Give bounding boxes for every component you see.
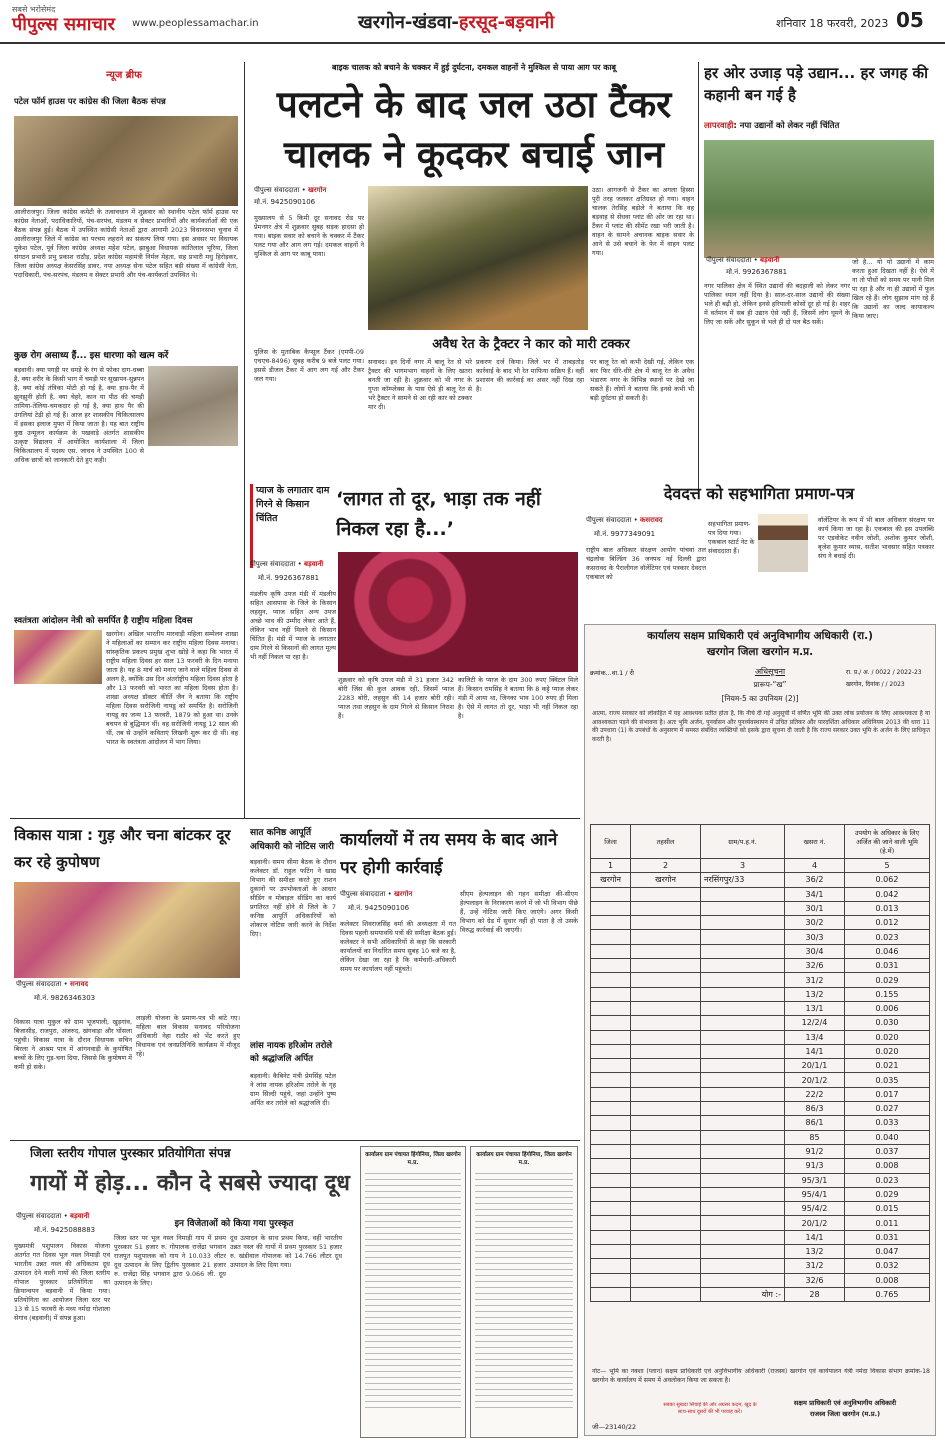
devdatt-mobile: मो.नं. 9977349091 — [594, 530, 656, 538]
gopal-kicker: जिला स्तरीय गोपाल पुरस्कार प्रतियोगिता संपन्न — [30, 1146, 231, 1160]
cell-khasra: 32/6 — [785, 959, 845, 973]
cell-district — [591, 959, 631, 973]
notice-dated: खरगोन, दिनांक / / 2023 — [846, 681, 905, 688]
parks-mobile: मो.नं. 9926367881 — [726, 268, 788, 276]
cell-village — [701, 1245, 785, 1259]
parks-byline: पीपुल्स संवाददाता • बड़वानी — [706, 256, 780, 264]
col-num: 5 — [845, 859, 930, 873]
devdatt-body-2: सहभागिता प्रमाण-पत्र दिया गया। एकबाल स्टार्ट नेट के संवाददाता हैं। — [708, 520, 755, 555]
table-row — [591, 1230, 930, 1244]
notice-body: आत्मा, राज्य सरकार को लोकहित में यह आवश्यक प्रतीत होता है, कि नीचे दी गई अनुसूची में वर्णित भूमि की उक्त लोक प्रयोजन के लिए आवश्यकता है या आवश्यकता पड़ने की संभावना है। अतः भूमि अर्जन, पुनर्वासन और पुनर्व्यवस्थापन में उचित प्रतिकर और पारदर्शिता अधिकार अधिनियम 2013 की धारा 11 की उपधारा (1) के उपबंधों के अनुसरण में समस्त संबंधित व्यक्तियों को इसके द्वारा सूचना दी जाती है कि राज्य सरकार उक्त भूमि के अर्जन के लिए प्राधिकृत करती है। — [592, 710, 930, 743]
tanker-body-3: उठा। आगजनी से टैंकर का अगला हिस्सा पूरी तरह जलकर क्षतिग्रस्त हो गया। वाहन चालक तेरसिंह बड़ोले ने बताया कि वह बड़वाह से सेंधवा प्लांट की ओर जा रहा था। टैंकर में प्लांट की सीमेंट रखा भरी जाती है। वाहन के सामने अचानक बाइक सवार के आने से उसे बचाने के फेर में वाहन पलट गया। — [592, 186, 694, 257]
cell-tehsil — [631, 1130, 701, 1144]
cell-khasra: 31/2 — [785, 973, 845, 987]
cell-district — [591, 1044, 631, 1058]
col-khasra: खसरा नं. — [785, 825, 845, 859]
cell-khasra: 20/1/1 — [785, 1059, 845, 1073]
masthead — [0, 0, 945, 44]
gopal-headline: गायों में होड़... कौन दे सबसे ज्यादा दूध — [30, 1171, 350, 1196]
vikas-body: विकास यात्रा मुकुल को ग्राम भूजपाली, खुड़गांव, बिजासीड़, राजपुरा, अंजरुद, खंगवाड़ा और घोंसला पहुंची। विकास यात्रा के दौरान विधायक सचिन बिरला ने आश्रम पात्र में आंगनवाड़ी के कुपोषित बच्चों के लिए गुड़-चना दिया, जिससे कि कुपोषण में कमी हो सके। — [14, 1018, 132, 1071]
devdatt-body-1: राष्ट्रीय बाल अधिकार संरक्षण आयोग पांचवां तल चंद्रलोक बिल्डिंग 36 जनपथ नई दिल्ली द्वारा कसरावद के पैरालीगल वॉलेंटियर एवं पत्रकार देवदत्त एकबाल को — [586, 546, 706, 581]
aapurti-kicker: सात कनिष्ठ आपूर्ति अधिकारी को नोटिस जारी — [250, 828, 334, 852]
cell-village — [701, 916, 785, 930]
cell-village — [701, 1187, 785, 1201]
cell-khasra: 36/2 — [785, 873, 845, 887]
cell-khasra: 86/3 — [785, 1102, 845, 1116]
onion-body-3: कालिटी के प्याज के दाम 300 रुपए क्विंटल मिले हैं। किसान रामसिंह ने बताया कि 8 कट्टे प्याज लेकर मंडी में आया था, जिनका भाव 100 रुपए ही मिला है। ऐसे में लागत तो दूर, भाड़ा भी नहीं निकल रहा है। — [458, 676, 578, 720]
table-row — [591, 1130, 930, 1144]
cell-village — [701, 1044, 785, 1058]
cell-tehsil — [631, 1059, 701, 1073]
cell-village — [701, 1273, 785, 1287]
table-row — [591, 973, 930, 987]
cell-tehsil — [631, 1116, 701, 1130]
table-row — [591, 887, 930, 901]
onion-quote: ‘लागत तो दूर, भाड़ा तक नहीं निकल रहा है...’ — [336, 488, 541, 540]
table-row — [591, 916, 930, 930]
cell-village — [701, 1016, 785, 1030]
devdatt-portrait — [758, 514, 808, 572]
cell-village — [701, 1130, 785, 1144]
website-url[interactable]: www.peoplessamachar.in — [132, 18, 259, 29]
cell-tehsil — [631, 1102, 701, 1116]
cell-tehsil — [631, 1016, 701, 1030]
devdatt-byline: पीपुल्स संवाददाता • कसरावद — [586, 516, 663, 524]
gopal-body: मुख्यमंत्री पशुपालन विकास योजना अंतर्गत गत दिवस भूल नस्ल निमाड़ी एवं भारतीय उन्नत नस्ल की अधिकतम दूध उत्पादन देने वाली गायों की जिला स्तरीय गोपाल पुरस्कार प्रतियोगिता का क्रियान्वयन बड़वानी में किया गया। प्रतियोगिता का आयोजन जिला स्तर पर 13 से 15 फरवरी के मध्य नर्मदा गोशाला सेगांव (बड़वानी) में संपन्न हुआ। — [14, 1242, 110, 1322]
cell-tehsil — [631, 887, 701, 901]
cell-district — [591, 1173, 631, 1187]
cell-area: 0.013 — [845, 901, 930, 915]
cell-area: 0.008 — [845, 1159, 930, 1173]
cell-village — [701, 1259, 785, 1273]
tender-notice-1 — [360, 1146, 466, 1438]
cell-village — [701, 1102, 785, 1116]
table-row — [591, 1001, 930, 1015]
tanker-photo — [368, 186, 588, 330]
cell-district — [591, 944, 631, 958]
tender-2-lines — [475, 1173, 573, 1413]
notice-footnote: नोट— भूमि का नक्शा (प्लान) सक्षम प्राधिकारी एवं अनुविभागीय अधिकारी (राजस्व) खरगोन एवं कार्यपालन यंत्री नर्मदा विकास संभाग क्रमांक-18 खरगोन के कार्यालय में समय में अवलोकन किया जा सकता है। — [592, 1368, 930, 1384]
cell-area: 0.032 — [845, 1259, 930, 1273]
cell-village — [701, 959, 785, 973]
cell-area: 0.029 — [845, 1187, 930, 1201]
cell-area: 0.015 — [845, 1202, 930, 1216]
brief-2-photo — [148, 366, 238, 446]
parks-photo — [704, 140, 934, 258]
cell-tehsil — [631, 1173, 701, 1187]
cell-district — [591, 1116, 631, 1130]
table-row — [591, 1202, 930, 1216]
cell-khasra: 30/4 — [785, 944, 845, 958]
cell-district — [591, 973, 631, 987]
parks-body-2: जो है... यो यो उद्यानों में काम करता हुआ दिखता नहीं है। ऐसे में ना तो पौधों को समय पर पानी मिल पा रहा है और ना ही उद्यानों में फूल खिल रहे हैं। लोग सुझाव मांग रहे हैं कि उद्यानों का जल्द कायाकल्प किया जाए। — [852, 258, 934, 320]
cell-village — [701, 930, 785, 944]
cell-village — [701, 944, 785, 958]
cell-village — [701, 1059, 785, 1073]
brief-1-text: आलीराजपुर। जिला कांग्रेस कमेटी के तत्वावधान में शुक्रवार को स्थानीय पटेल फॉर्म हाउस पर कांग्रेस नेताओं, पदाधिकारियों, पंच-सरपंच, मंडलम व सेक्टर प्रभारियों और कार्यकर्ताओं की एक बैठक संपन्न हुई। बैठक में उपस्थित कांग्रेसी नेताओं द्वारा आगामी 2023 विधानसभा चुनाव में आलीराजपुर जिले में कांग्रेस का परचम लहराने का संकल्प लिया गया। इस अवसर पर विधायक मुकेश पटेल, पूर्व जिला कांग्रेस अध्यक्ष महेश पटेल, झाबुआ विधायक कांतिलाल भूरिया, जिला संगठन प्रभारी प्रभु प्रकाश राठौड़, प्रदेश कांग्रेस महामंत्री निर्मल मेहता, सह प्रभारी मधु हिरोड़कर, जिला कांग्रेस अध्यक्ष केसरसिंह डावर, नपा अध्यक्ष सेना पटेल सहित बड़ी संख्या में कांग्रेसी नेता, पदाधिकारी, पंच-सरपंच, मंडलम व सेक्टर प्रभारी और पंच-कार्यकर्ता उपस्थित थे। — [14, 208, 238, 279]
cell-village — [701, 987, 785, 1001]
newspaper-logo[interactable]: सबसे भरोसेमंद पीपुल्स समाचार — [12, 5, 115, 35]
table-row — [591, 1030, 930, 1044]
table-row — [591, 1187, 930, 1201]
col-num: 4 — [785, 859, 845, 873]
table-row — [591, 1087, 930, 1101]
divider — [244, 62, 245, 818]
tanker-mobile: मो.नं. 9425090106 — [254, 198, 316, 206]
total-area: 0.765 — [845, 1287, 930, 1301]
table-row — [591, 1073, 930, 1087]
table-row — [591, 1259, 930, 1273]
cell-area: 0.033 — [845, 1116, 930, 1130]
cell-village — [701, 1001, 785, 1015]
table-row — [591, 930, 930, 944]
table-total-row — [591, 1287, 930, 1301]
cell-area: 0.020 — [845, 1030, 930, 1044]
onion-body-1: मंडलीय कृषि उपज मंडी में मंडलीय सहित आसपास के जिले के किसान लहसुन, प्याज सहित अन्य उपज अच्छे भाव की उम्मीद लेकर आते हैं, लेकिन भाव नहीं मिलने से किसान चिंतित हैं। मंडी में प्याज के लगातार दाम गिरने से किसानों की लागत मूल्य भी नहीं निकल पा रहा है। — [250, 590, 336, 661]
cell-village: नरसिंगपुर/33 — [701, 873, 785, 887]
sand-body-3: पर बालू रेत को कभी देखी गई, लेकिन एक बार फिर धीरे-धीरे क्षेत्र में बालू रेत के अवैध भंडारण नगर के विभिन्न स्थानों पर देखे जा सकते हैं। लोगों ने बताया कि इनसे कभी भी बड़ी दुर्घटना हो सकती है। — [590, 358, 694, 402]
notice-prarup: प्रारूप-“ख” — [753, 680, 787, 689]
parks-headline: हर ओर उजाड़ पड़े उद्यान... हर जगह की कहानी बन गई है — [704, 64, 928, 104]
table-row — [591, 1059, 930, 1073]
tender-2-title: कार्यालय ग्राम पंचायत हिंगोनिया, जिला खरगोन म.प्र. — [476, 1152, 572, 1166]
sand-body-1: सनावद। इन दिनों नगर में बालू रेत से भरे ट्रैक्टर की भागमभाग वाहनों के लिए खतरा बनती जा रही है। शुक्रवार को भी नगर के गुप्ता कॉम्प्लेक्स के पास ऐसे ही बालू रेत से भरे ट्रैक्टर ने सामने से आ रही कार को टक्कर मार दी। — [368, 358, 472, 411]
total-count: 28 — [785, 1287, 845, 1301]
tender-notice-2 — [470, 1146, 578, 1438]
tanker-kicker: बाइक चालक को बचाने के चक्कर में हुई दुर्घटना, दमकल वाहनों ने मुश्किल से पाया आग पर काबू — [332, 63, 616, 72]
parks-body-1: नगर पालिका क्षेत्र में स्थित उद्यानों की बदहाली को लेकर नगर पालिका ध्यान नहीं दिया है। साल-दर-साल उद्यानों की संख्या भले ही बढ़ी हो, लेकिन इनसे हरियाली कोसों दूर हो गई है। शहर में वर्तमान में सब ही उद्यान ऐसे नहीं हैं, जिसमें लोग घूमने के लिए जा सकें और सुकून से भले ही दो पल बैठ सकें। — [704, 282, 850, 326]
cell-area: 0.031 — [845, 959, 930, 973]
news-brief-label: न्यूज ब्रीफ — [84, 68, 164, 84]
onion-body-2: शुक्रवार को कृषि उपज मंडी में 31 हजार 342 बोरी जिंस की कुल आवक रही, जिसमें प्याज 2283 बोरी, लहसुन की 14 हजार बोरी रही। प्याज तथा लहसुन के दाम गिरने से किसान निराश हैं। — [338, 676, 454, 720]
notice-title: कार्यालय सक्षम प्राधिकारी एवं अनुविभागीय अधिकारी (रा.) खरगोन जिला खरगोन म.प्र. — [647, 630, 873, 658]
parks-subhead: लापरवाही: नपा उद्यानों को लेकर नहीं चिंतित — [704, 120, 840, 130]
cell-tehsil — [631, 1087, 701, 1101]
devdatt-headline: देवदत्त को सहभागिता प्रमाण-पत्र — [663, 484, 855, 503]
cell-khasra: 95/4/2 — [785, 1202, 845, 1216]
cell-area: 0.023 — [845, 930, 930, 944]
col-district: जिला — [591, 825, 631, 859]
gopal-body-2: जिला स्तर पर भूल नस्ल निमाड़ी गाय में प्रथम पुरस्कार 51 हजार रु. गोपालक राजेंद्रा भगवान राजपुत पशुपालक को गाय ने 10.033 लीटर दूध उत्पादन के लिए द्वितीय पुरस्कार 21 हजार रु. राजेंद्रा सिंह भगवान द्वारा 9.066 ली. दूध उत्पादन के लिए। — [114, 1234, 226, 1287]
notice-tagline: सबका सुखदा सिंचाई की ओर अग्रसर कदम, खुद के साथ-साथ दूसरों की भी परवाह करें। — [663, 1402, 757, 1415]
cell-tehsil — [631, 973, 701, 987]
cell-tehsil — [631, 1044, 701, 1058]
cell-khasra: 30/3 — [785, 930, 845, 944]
cell-tehsil: खरगोन — [631, 873, 701, 887]
aapurti-body-2: बड़वानी। कैबिनेट मंत्री प्रेमसिंह पटेल ने लांस नायक हरिओम तरोले के गृह ग्राम सिल्दी पहुंचे, जहां उन्होंने पुष्प अर्पित कर तरोले को श्रद्धांजलि दी। — [250, 1072, 336, 1107]
cell-district — [591, 1216, 631, 1230]
gopal-body-3: दूध उत्पादन के साथ प्रथम किया, वहीं भारतीय उन्नत नस्ल की गायों में प्रथम पुरस्कार 51 हजार रु. खंडीवाल गोपालक को 14.766 लीटर दूध उत्पादन के लिए दिया गया। — [230, 1234, 342, 1269]
cell-tehsil — [631, 1259, 701, 1273]
cell-tehsil — [631, 1230, 701, 1244]
brief-1-photo — [14, 116, 238, 206]
cell-tehsil — [631, 1187, 701, 1201]
cell-khasra: 14/1 — [785, 1044, 845, 1058]
brief-1-headline: पटेल फॉर्म हाउस पर कांग्रेस की जिला बैठक संपन्न — [14, 96, 166, 106]
cell-district — [591, 1259, 631, 1273]
tender-1-title: कार्यालय ग्राम पंचायत हिंगोनिया, जिला खरगोन म.प्र. — [365, 1152, 461, 1166]
cell-area: 0.006 — [845, 1001, 930, 1015]
aapurti-subhead: लांस नायक हरिओम तरोले को श्रद्धांजलि अर्पित — [250, 1041, 333, 1064]
divider — [10, 1140, 580, 1141]
cell-tehsil — [631, 930, 701, 944]
cell-district — [591, 1159, 631, 1173]
cell-tehsil — [631, 1245, 701, 1259]
cell-district — [591, 930, 631, 944]
cell-tehsil — [631, 1202, 701, 1216]
table-header-row — [591, 825, 930, 859]
table-row — [591, 1159, 930, 1173]
col-area: उपयोग के अधिकार के लिए अर्जित की जाने वाली भूमि (हे.में) — [845, 825, 930, 859]
cell-area: 0.155 — [845, 987, 930, 1001]
col-num: 2 — [631, 859, 701, 873]
devdatt-body-3: वॉलेंटियर के रूप में भी बाल अधिकार संरक्षण पर कार्य किया जा रहा है। एकबाल की इस उपलब्धि पर एडवोकेट नवीन जोशी, अशोक कुमार जोशी, बृजेश कुमार व्यास, सतीश भावसार सहित पत्रकार संघ ने बधाई दी। — [818, 516, 934, 560]
cell-tehsil — [631, 1273, 701, 1287]
cell-village — [701, 973, 785, 987]
cell-tehsil — [631, 1073, 701, 1087]
page-number: 05 — [896, 8, 924, 32]
cell-village — [701, 1216, 785, 1230]
notice-niyam: [नियम-5 का उपनियम (2)] — [721, 694, 799, 703]
col-num: 1 — [591, 859, 631, 873]
cell-khasra: 85 — [785, 1130, 845, 1144]
notice-signature: सक्षम प्राधिकारी एवं अनुविभागीय अधिकारी राजस्व जिला खरगोन (म.प्र.) — [793, 1399, 897, 1418]
tanker-byline: पीपुल्स संवाददाता • खरगोन — [254, 186, 327, 194]
office-byline: पीपुल्स संवाददाता • खरगोन — [340, 890, 413, 898]
cell-khasra: 34/1 — [785, 887, 845, 901]
cell-area: 0.020 — [845, 1044, 930, 1058]
gopal-subhead: इन विजेताओं को किया गया पुरस्कृत — [174, 1219, 294, 1229]
notice-adhisuchna: अधिसूचना — [754, 667, 786, 676]
table-row — [591, 1016, 930, 1030]
office-mobile: मो.नं. 9425090106 — [348, 904, 410, 912]
cell-khasra: 32/6 — [785, 1273, 845, 1287]
cell-district — [591, 1059, 631, 1073]
vikas-body-2: लाड़ली योजना के प्रमाण-पत्र भी बांटे गए। महिला बाल विकास सनावद परियोजना अधिकारी नेहा राठौर को भेंट करते हुए विधायक एवं जनप्रतिनिधि कार्यक्रम में मौजूद रहे। — [136, 1014, 240, 1058]
cell-district — [591, 1245, 631, 1259]
gopal-mobile: मो.नं. 9425088883 — [34, 1226, 96, 1234]
cell-khasra: 30/1 — [785, 901, 845, 915]
cell-village — [701, 1144, 785, 1158]
cell-district — [591, 1073, 631, 1087]
table-row — [591, 1173, 930, 1187]
brief-3-text: खरगोन। अखिल भारतीय मारवाड़ी महिला सम्मेलन शाखा ने महिलाओं का सम्मान कर राष्ट्रीय महिला दिवस मनाया। सांस्कृतिक प्रकल्प प्रमुख शुभा खोड़े ने कहा कि भारत में राष्ट्रीय महिला दिवस हर साल 13 फरवरी के दिन मनाया जाता है। यह 8 मार्च को मनाए जाने वाले महिला दिवस से अलग है, क्योंकि उस दिन अंतर्राष्ट्रीय महिला दिवस होता है और 13 फरवरी को भारत का महिला दिवस होता है। शाखा अध्यक्ष डॉक्टर कीर्ति जैन ने बताया कि राष्ट्रीय महिला दिवस सरोजिनी नायडू को समर्पित है। सरोजिनी नायडू का जन्म 13 फरवरी, 1879 को हुआ था। उनके बचपन से बुद्धिमान थीं। वह सरोजिनी नायडू 12 साल की थीं, तब से उन्होंने कविताएं लिखनी शुरू कर दी थीं। वह भारत के स्वतंत्रता आंदोलन में भाग लिया। — [106, 630, 238, 746]
cell-district — [591, 1102, 631, 1116]
cell-village — [701, 1073, 785, 1087]
cell-district — [591, 1187, 631, 1201]
cell-khasra: 13/1 — [785, 1001, 845, 1015]
issue-date: शनिवार 18 फरवरी, 2023 — [776, 17, 889, 30]
vikas-headline: विकास यात्रा : गुड़ और चना बांटकर दूर कर रहे कुपोषण — [14, 826, 231, 871]
col-num: 3 — [701, 859, 785, 873]
cell-area: 0.029 — [845, 973, 930, 987]
cell-village — [701, 1116, 785, 1130]
cell-tehsil — [631, 959, 701, 973]
sand-headline: अवैध रेत के ट्रैक्टर ने कार को मारी टक्कर — [432, 337, 630, 352]
onion-mobile: मो.नं. 9926367881 — [258, 574, 320, 582]
table-row — [591, 987, 930, 1001]
cell-district — [591, 1273, 631, 1287]
cell-khasra: 86/1 — [785, 1116, 845, 1130]
table-row — [591, 873, 930, 887]
cell-khasra: 20/1/2 — [785, 1216, 845, 1230]
cell-tehsil — [631, 916, 701, 930]
cell-khasra: 13/2 — [785, 1245, 845, 1259]
cell-village — [701, 1087, 785, 1101]
onion-byline: पीपुल्स संवाददाता • बड़वानी — [250, 560, 324, 568]
col-tehsil: तहसील — [631, 825, 701, 859]
onion-photo — [338, 552, 578, 672]
cell-village — [701, 1173, 785, 1187]
total-label: योग :- — [701, 1287, 785, 1301]
land-table — [590, 824, 930, 1302]
table-row — [591, 1273, 930, 1287]
cell-district — [591, 1230, 631, 1244]
tender-1-lines — [365, 1173, 461, 1413]
aapurti-body: बड़वानी। समय सीमा बैठक के दौरान कलेक्टर डॉ. राहुल फटिंग ने खाद्य विभाग की समीक्षा करते हुए राशन दुकानों पर उपभोक्ताओं के आधार सीडिंग व मोबाइल सीडिंग का कार्य प्रगतिरत नहीं होने से जिले के 7 कनिष्ठ आपूर्ति अधिकारियों को शोकाज नोटिस जारी करने के निर्देश दिए। — [250, 858, 336, 938]
cell-area: 0.011 — [845, 1216, 930, 1230]
cell-khasra: 31/2 — [785, 1259, 845, 1273]
cell-district: खरगोन — [591, 873, 631, 887]
tanker-body-1: मुख्यालय से 5 किमी दूर सनावद रोड पर प्रेमनगर क्षेत्र में शुक्रवार सुबह सड़क हादसा हो गया। बाइक सवार को बचाने के चक्कर में टैंकर पलट गया और आग लग गई। दमकल वाहनों ने मुश्किल से आग पर काबू पाया। — [254, 214, 364, 258]
cell-tehsil — [631, 1159, 701, 1173]
table-row — [591, 1102, 930, 1116]
cell-tehsil — [631, 1001, 701, 1015]
cell-area: 0.047 — [845, 1245, 930, 1259]
brief-2-text: बड़वानी। क्या पगड़ी पर धमड़े के रंग से फोका दाग-धब्बा है, क्या शरीर के किसी भाग में चमड़ी पर सुखापन-सुन्नपन है, क्या कोई तंत्रिका मोटी हो गई है, क्या हाथ-पैर में झुनझुनी होती है, क्या चेहरे, कान या पीठ की चमड़ी तामिया-तेलिया-चमकदार हो गई है, क्या हाथ पैर की उंगलियां टेढ़ी हो गई हैं। आज हर शासकीय चिकित्सालय में इसका इलाज मुफ्त में किया जाता है। यह बात राष्ट्रीय कुष्ठ उन्मूलन कार्यक्रम के पखवाड़े अंतर्गत शासकीय उत्कृष्ट विद्यालय में आयोजित कार्यशाला में जिला चिकित्सालय में पदस्थ एस. जाधव ने उपस्थित 100 से अधिक छात्रों को जानकारी देते हुए कही। — [14, 366, 144, 464]
cell-area: 0.040 — [845, 1130, 930, 1144]
table-row — [591, 1216, 930, 1230]
cell-area: 0.042 — [845, 887, 930, 901]
cell-tehsil — [631, 1144, 701, 1158]
cell-khasra: 95/4/1 — [785, 1187, 845, 1201]
vikas-mobile: मो.नं. 9826346303 — [34, 994, 96, 1002]
cell-district — [591, 987, 631, 1001]
cell-district — [591, 887, 631, 901]
cell-tehsil — [631, 944, 701, 958]
cell-district — [591, 1130, 631, 1144]
cell-khasra: 91/3 — [785, 1159, 845, 1173]
table-row — [591, 1144, 930, 1158]
cell-village — [701, 1230, 785, 1244]
cell-khasra: 95/3/1 — [785, 1173, 845, 1187]
cell-khasra: 14/1 — [785, 1230, 845, 1244]
table-row — [591, 901, 930, 915]
notice-table — [590, 824, 930, 1364]
cell-village — [701, 901, 785, 915]
cell-area: 0.017 — [845, 1087, 930, 1101]
cell-tehsil — [631, 1216, 701, 1230]
gopal-byline: पीपुल्स संवाददाता • बड़वानी — [16, 1212, 90, 1220]
cell-area: 0.012 — [845, 916, 930, 930]
cell-empty — [631, 1287, 701, 1301]
cell-district — [591, 1016, 631, 1030]
cell-village — [701, 1159, 785, 1173]
table-row — [591, 1044, 930, 1058]
table-row — [591, 1116, 930, 1130]
table-row — [591, 1245, 930, 1259]
office-headline: कार्यालयों में तय समय के बाद आने पर होगी कार्रवाई — [340, 830, 558, 878]
cell-tehsil — [631, 1030, 701, 1044]
cell-area: 0.046 — [845, 944, 930, 958]
table-number-row — [591, 859, 930, 873]
cell-district — [591, 1144, 631, 1158]
cell-area: 0.008 — [845, 1273, 930, 1287]
tanker-body-2: पुलिस के मुताबिक कैप्सूल टैंकर (एमपी-09 एचएच-8496) सुबह करीब 9 बजे पलट गया। इससे डीजल टैंकर में आग लग गई और टैंकर जल गया। — [254, 348, 364, 383]
cell-tehsil — [631, 901, 701, 915]
cell-area: 0.062 — [845, 873, 930, 887]
vikas-byline: पीपुल्स संवाददाता • सनावद — [16, 980, 89, 988]
table-row — [591, 944, 930, 958]
cell-district — [591, 1202, 631, 1216]
cell-khasra: 22/2 — [785, 1087, 845, 1101]
cell-district — [591, 916, 631, 930]
cell-area: 0.030 — [845, 1016, 930, 1030]
onion-kicker: प्याज के लगातार दाम गिरने से किसान चिंतित — [250, 484, 332, 568]
cell-village — [701, 1202, 785, 1216]
notice-number: क्रमांक...वा.1 / री — [590, 669, 634, 677]
cell-tehsil — [631, 987, 701, 1001]
cell-area: 0.031 — [845, 1230, 930, 1244]
cell-village — [701, 1030, 785, 1044]
vikas-photo — [14, 882, 240, 978]
cell-district — [591, 901, 631, 915]
col-village: ग्राम/प.ह.नं. — [701, 825, 785, 859]
cell-khasra: 13/2 — [785, 987, 845, 1001]
table-row — [591, 959, 930, 973]
cell-khasra: 12/2/4 — [785, 1016, 845, 1030]
cell-village — [701, 887, 785, 901]
office-body-1: कलेक्टर शिवराजसिंह वर्मा की अध्यक्षता में गत दिवस पहली समयावधि पत्रों की समीक्षा बैठक हुई। कलेक्टर ने सभी अधिकारियों से कहा कि सरकारी कार्यालयों का निर्धारित समय सुबह 10 बजे का है, लेकिन देखा जा रहा है कि कर्मचारी-अधिकारी समय पर कार्यालय नहीं पहुंचते। — [340, 920, 456, 973]
cell-area: 0.027 — [845, 1102, 930, 1116]
cell-area: 0.023 — [845, 1173, 930, 1187]
sand-body-2: प्रकरण दर्ज किया। जिले भर में ताबड़तोड़ कार्रवाई के बाद भी रेत माफिया सक्रिय हैं। वहीं प्रशासन की कार्रवाई का असर नहीं दिख रहा है। — [476, 358, 584, 393]
brief-2-headline: कुछ रोग असाध्य हैं... इस धारणा को खत्म करें — [14, 351, 169, 361]
brief-3-headline: स्वतंत्रता आंदोलन नेत्री को समर्पित है राष्ट्रीय महिला दिवस — [14, 616, 193, 626]
cell-khasra: 30/2 — [785, 916, 845, 930]
section-title: खरगोन-खंडवा-हरसूद-बड़वानी — [358, 12, 555, 33]
tanker-headline: पलटने के बाद जल उठा टैंकर चालक ने कूदकर बचाई जान — [276, 83, 672, 176]
cell-empty — [591, 1287, 631, 1301]
notice-jino: जी—23140/22 — [592, 1423, 637, 1431]
cell-district — [591, 1030, 631, 1044]
brief-3-photo — [14, 630, 102, 684]
cell-khasra: 91/2 — [785, 1144, 845, 1158]
cell-district — [591, 1087, 631, 1101]
cell-district — [591, 1001, 631, 1015]
cell-khasra: 13/4 — [785, 1030, 845, 1044]
cell-khasra: 20/1/2 — [785, 1073, 845, 1087]
divider — [10, 818, 580, 819]
office-body-2: सीएम हेल्पलाइन की गहन समीक्षा की-सीएम हेल्पलाइन के निराकरण करने में जो भी विभाग पीछे हैं, उन्हें नोटिस जारी किए जाएंगे। अगर किसी विभाग को ग्रेड में सुधार नहीं हो पाता है तो उसके विरुद्ध कार्रवाई की जाएगी। — [460, 890, 578, 934]
cell-area: 0.035 — [845, 1073, 930, 1087]
cell-area: 0.021 — [845, 1059, 930, 1073]
notice-case-no: रा. प्र./ अ. / 0022 / 2022-23 — [846, 669, 922, 676]
divider — [698, 62, 699, 492]
cell-area: 0.037 — [845, 1144, 930, 1158]
